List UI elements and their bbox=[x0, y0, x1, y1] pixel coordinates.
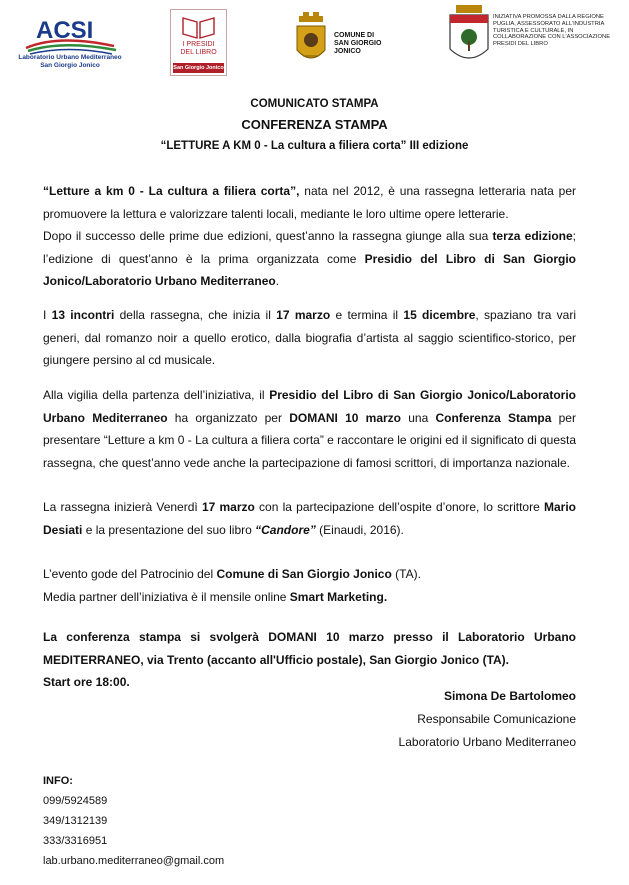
svg-text:ACSI: ACSI bbox=[36, 17, 94, 44]
regione-puglia-logo bbox=[448, 5, 618, 75]
comune-logo bbox=[293, 12, 403, 72]
acsi-logo bbox=[18, 12, 122, 74]
info-block bbox=[43, 771, 224, 871]
presidi-logo bbox=[170, 9, 227, 76]
paragraph-incontri: I 13 incontri della rassegna, che inizia il 17 marzo e termina il 15 dicembre, spaziano tra vari generi, dal romanzo noir a quello erotico, dalla biografia d’artista al saggio scientifico-storico, per giungere persino al cd musicale. bbox=[43, 308, 577, 367]
region-text: INIZIATIVA PROMOSSA DALLA REGIONE PUGLIA, ASSESSORATO ALL'INDUSTRIA TURISTICA E CULTURALE, IN COLLABORAZIONE CON L'ASSOCIAZIONE PRESIDI DEL LIBRO bbox=[493, 14, 611, 48]
paragraph-conferenza: Alla vigilia della partenza dell’iniziativa, il Presidio del Libro di San Giorgio Jonico/Laboratorio Urbano Mediterraneo ha organizzato per DOMANI 10 marzo una Conferenza Stampa per presentare “Letture a km 0 - La cultura a filiera corta” e raccontare le origini ed il significato di questa rassegna, che quest’anno vede anche la partecipazione di famosi scrittori, di importanza nazionale. bbox=[43, 388, 576, 470]
comunicato-title: COMUNICATO STAMPA bbox=[250, 98, 379, 110]
coat-of-arms-icon bbox=[293, 12, 329, 70]
paragraph-patrocinio: L’evento gode del Patrocinio del Comune di San Giorgio Jonico (TA). Media partner dell’iniziativa è il mensile online Smart Marketing. bbox=[43, 567, 421, 604]
event-title: “LETTURE A KM 0 - La cultura a filiera corta” III edizione bbox=[160, 140, 469, 152]
presidi-line-1: I PRESIDI bbox=[182, 41, 215, 48]
info-phone-1: 099/5924589 bbox=[43, 795, 108, 807]
acsi-caption-1: Laboratorio Urbano Mediterraneo bbox=[18, 54, 122, 61]
info-phone-3: 333/3316951 bbox=[43, 835, 108, 847]
paragraph-luogo: La conferenza stampa si svolgerà DOMANI 10 marzo presso il Laboratorio Urbano MEDITERRANEO, via Trento (accanto all'Ufficio postale), San Giorgio Jonico (TA). Start ore 18:00. bbox=[43, 630, 576, 689]
signature-name: Simona De Bartolomeo bbox=[443, 689, 576, 703]
acsi-caption-2: San Giorgio Jonico bbox=[40, 62, 100, 69]
paragraph-intro: “Letture a km 0 - La cultura a filiera corta”, nata nel 2012, è una rassegna letteraria nata per promuovere la lettura e valorizzare talenti locali, mediante le loro ultime opere letterarie. Dopo il successo delle prime due edizioni, quest’anno la rassegna giunge alla sua terza edizione; l’edizione di quest’anno è la prima organizzata come Presidio del Libro di San Giorgio Jonico/Laboratorio Urbano Mediterraneo. bbox=[43, 184, 576, 288]
acsi-emblem-icon bbox=[18, 12, 122, 56]
region-crest-icon bbox=[448, 5, 490, 69]
info-label: INFO: bbox=[43, 775, 73, 787]
info-phone-2: 349/1312139 bbox=[43, 815, 108, 827]
open-book-icon bbox=[171, 12, 226, 42]
letterhead bbox=[0, 0, 629, 80]
presidi-bar: San Giorgio Jonico bbox=[173, 65, 224, 71]
presidi-line-2: DEL LIBRO bbox=[180, 49, 217, 56]
info-email[interactable]: lab.urbano.mediterraneo@gmail.com bbox=[43, 855, 225, 867]
paragraph-ospite: La rassegna inizierà Venerdì 17 marzo con la partecipazione dell’ospite d’onore, lo scrittore Mario Desiati e la presentazione del suo libro “Candore” (Einaudi, 2016). bbox=[43, 500, 576, 537]
signature-org: Laboratorio Urbano Mediterraneo bbox=[398, 735, 576, 749]
signature-role: Responsabile Comunicazione bbox=[417, 712, 576, 726]
comune-name: COMUNE DI SAN GIORGIO JONICO bbox=[334, 32, 382, 55]
conferenza-title: CONFERENZA STAMPA bbox=[241, 117, 388, 132]
